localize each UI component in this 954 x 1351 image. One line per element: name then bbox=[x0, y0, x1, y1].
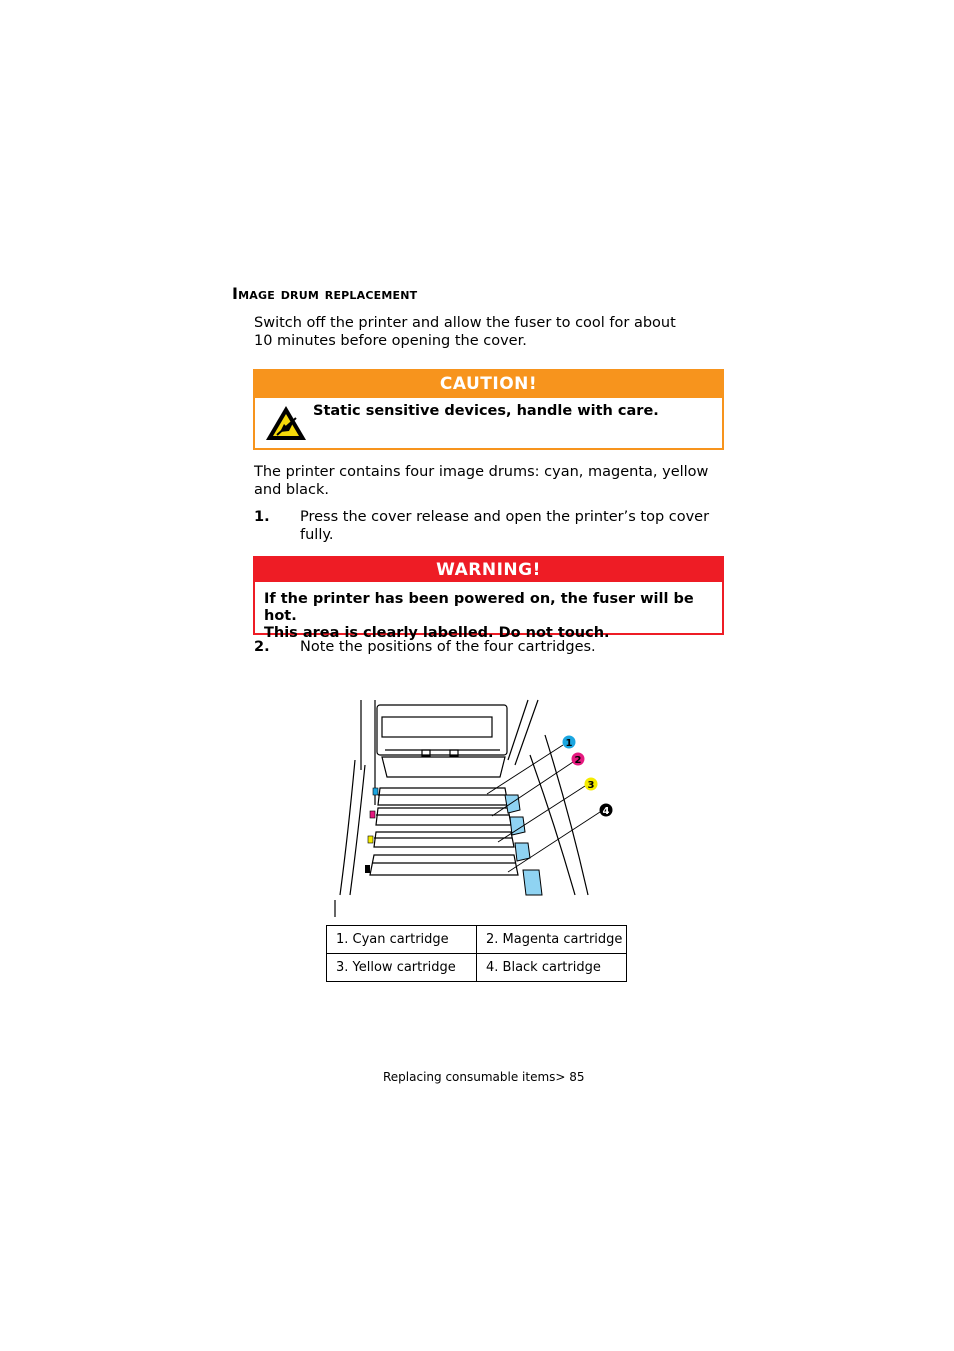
table-row bbox=[327, 954, 627, 982]
step-number: 2. bbox=[254, 639, 270, 655]
callout-1-label: 1 bbox=[565, 738, 573, 749]
section-heading: Image drum replacement bbox=[232, 284, 418, 303]
black-cartridge-cap bbox=[523, 870, 542, 895]
yellow-cartridge-cap bbox=[515, 843, 530, 861]
drums-paragraph: The printer contains four image drums: cyan, magenta, yellow and black. bbox=[254, 464, 709, 498]
callout-1 bbox=[563, 736, 576, 750]
legend-cell: 4. Black cartridge bbox=[477, 954, 627, 982]
esd-warning-icon bbox=[265, 405, 307, 441]
cartridge-end-caps bbox=[505, 795, 542, 895]
cyan-cartridge-cap bbox=[505, 795, 520, 813]
callout-3 bbox=[585, 778, 598, 792]
warning-line-2: This area is clearly labelled. Do not touch. bbox=[264, 625, 610, 641]
warning-title: WARNING! bbox=[255, 558, 722, 582]
warning-box bbox=[253, 556, 724, 641]
magenta-marker bbox=[370, 811, 375, 818]
warning-text bbox=[264, 591, 722, 642]
yellow-marker bbox=[368, 836, 373, 843]
cartridge-legend-table bbox=[326, 925, 627, 982]
caution-box bbox=[253, 369, 724, 450]
legend-cell: 2. Magenta cartridge bbox=[477, 926, 627, 954]
warning-line-1: If the printer has been powered on, the fuser will be hot. bbox=[264, 591, 694, 624]
caution-title: CAUTION! bbox=[255, 371, 722, 398]
legend-cell: 1. Cyan cartridge bbox=[327, 926, 477, 954]
callout-2-label: 2 bbox=[574, 755, 582, 766]
callout-2 bbox=[572, 753, 585, 767]
callout-3-label: 3 bbox=[587, 780, 595, 791]
table-row bbox=[327, 926, 627, 954]
step-text: Press the cover release and open the printer’s top cover fully. bbox=[300, 509, 710, 543]
callout-4 bbox=[600, 804, 613, 818]
step-number: 1. bbox=[254, 509, 270, 525]
cyan-marker bbox=[373, 788, 378, 795]
caution-text: Static sensitive devices, handle with care. bbox=[313, 403, 659, 419]
printer-cartridges-illustration bbox=[330, 695, 620, 920]
intro-paragraph: Switch off the printer and allow the fuser to cool for about 10 minutes before opening the cover. bbox=[254, 315, 676, 349]
callout-4-label: 4 bbox=[602, 806, 610, 817]
page-footer: Replacing consumable items> 85 bbox=[383, 1070, 585, 1084]
step-text: Note the positions of the four cartridges. bbox=[300, 639, 596, 655]
legend-cell: 3. Yellow cartridge bbox=[327, 954, 477, 982]
black-marker bbox=[365, 865, 370, 873]
